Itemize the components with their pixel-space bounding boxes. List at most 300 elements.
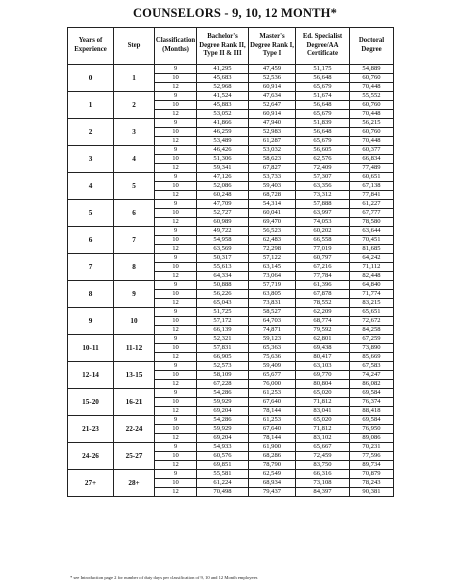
masters-cell: 52,647 [249,101,296,110]
masters-cell: 59,403 [249,182,296,191]
years-of-experience-cell: 21-23 [68,416,114,443]
classification-cell: 9 [155,443,197,452]
specialist-cell: 66,316 [296,470,350,479]
bachelors-cell: 55,613 [197,263,249,272]
classification-cell: 10 [155,155,197,164]
doctoral-cell: 67,777 [350,209,394,218]
classification-cell: 12 [155,434,197,443]
masters-cell: 78,144 [249,407,296,416]
doctoral-cell: 64,242 [350,254,394,263]
bachelors-cell: 52,321 [197,335,249,344]
specialist-cell: 65,679 [296,137,350,146]
bachelors-cell: 45,883 [197,101,249,110]
salary-table [67,27,394,497]
years-of-experience-cell: 3 [68,146,114,173]
specialist-cell: 80,417 [296,353,350,362]
specialist-cell: 57,307 [296,173,350,182]
bachelors-cell: 63,569 [197,245,249,254]
bachelors-cell: 47,126 [197,173,249,182]
classification-cell: 9 [155,254,197,263]
table-row [68,470,394,479]
masters-cell: 69,470 [249,218,296,227]
step-cell: 1 [114,65,155,92]
classification-cell: 12 [155,326,197,335]
masters-cell: 61,253 [249,389,296,398]
doctoral-cell: 56,215 [350,119,394,128]
masters-cell: 52,536 [249,74,296,83]
masters-cell: 59,123 [249,335,296,344]
years-of-experience-cell: 12-14 [68,362,114,389]
masters-cell: 67,640 [249,398,296,407]
bachelors-cell: 49,722 [197,227,249,236]
doctoral-cell: 84,258 [350,326,394,335]
bachelors-cell: 52,727 [197,209,249,218]
doctoral-cell: 70,879 [350,470,394,479]
years-of-experience-cell: 0 [68,65,114,92]
years-of-experience-cell: 2 [68,119,114,146]
classification-cell: 9 [155,335,197,344]
bachelors-cell: 70,498 [197,488,249,497]
specialist-cell: 51,839 [296,119,350,128]
table-row [68,362,394,371]
specialist-cell: 69,770 [296,371,350,380]
classification-cell: 12 [155,110,197,119]
table-row [68,146,394,155]
masters-cell: 68,286 [249,452,296,461]
bachelors-cell: 59,929 [197,398,249,407]
specialist-cell: 56,648 [296,101,350,110]
doctoral-cell: 71,112 [350,263,394,272]
doctoral-cell: 73,890 [350,344,394,353]
specialist-cell: 62,209 [296,308,350,317]
table-row [68,200,394,209]
bachelors-cell: 54,286 [197,416,249,425]
classification-cell: 10 [155,74,197,83]
doctoral-cell: 74,247 [350,371,394,380]
table-row [68,173,394,182]
doctoral-cell: 67,259 [350,335,394,344]
masters-cell: 63,145 [249,263,296,272]
bachelors-cell: 46,259 [197,128,249,137]
masters-cell: 47,634 [249,92,296,101]
masters-cell: 78,790 [249,461,296,470]
bachelors-cell: 64,334 [197,272,249,281]
doctoral-cell: 60,760 [350,128,394,137]
classification-cell: 10 [155,263,197,272]
classification-cell: 9 [155,119,197,128]
specialist-cell: 84,397 [296,488,350,497]
classification-cell: 9 [155,281,197,290]
specialist-cell: 63,356 [296,182,350,191]
bachelors-cell: 41,524 [197,92,249,101]
classification-cell: 10 [155,479,197,488]
doctoral-cell: 70,448 [350,83,394,92]
step-cell: 22-24 [114,416,155,443]
bachelors-cell: 55,581 [197,470,249,479]
step-cell: 11-12 [114,335,155,362]
classification-cell: 9 [155,227,197,236]
header-doctoral: Doctoral Degree [350,28,394,65]
classification-cell: 12 [155,299,197,308]
specialist-cell: 60,202 [296,227,350,236]
masters-cell: 47,459 [249,65,296,74]
masters-cell: 62,483 [249,236,296,245]
doctoral-cell: 55,552 [350,92,394,101]
specialist-cell: 65,667 [296,443,350,452]
doctoral-cell: 66,834 [350,155,394,164]
masters-cell: 60,914 [249,110,296,119]
step-cell: 28+ [114,470,155,497]
header-bachelors: Bachelor's Degree Rank II, Type II & III [197,28,249,65]
specialist-cell: 62,801 [296,335,350,344]
classification-cell: 10 [155,290,197,299]
classification-cell: 10 [155,371,197,380]
doctoral-cell: 72,672 [350,317,394,326]
header-classification: Classification (Months) [155,28,197,65]
bachelors-cell: 52,573 [197,362,249,371]
masters-cell: 60,914 [249,83,296,92]
specialist-cell: 71,812 [296,425,350,434]
doctoral-cell: 70,231 [350,443,394,452]
years-of-experience-cell: 24-26 [68,443,114,470]
classification-cell: 12 [155,488,197,497]
classification-cell: 10 [155,182,197,191]
classification-cell: 9 [155,65,197,74]
bachelors-cell: 52,086 [197,182,249,191]
specialist-cell: 68,774 [296,317,350,326]
doctoral-cell: 89,734 [350,461,394,470]
bachelors-cell: 52,968 [197,83,249,92]
doctoral-cell: 90,381 [350,488,394,497]
step-cell: 9 [114,281,155,308]
classification-cell: 9 [155,92,197,101]
bachelors-cell: 60,248 [197,191,249,200]
specialist-cell: 69,438 [296,344,350,353]
bachelors-cell: 54,286 [197,389,249,398]
years-of-experience-cell: 10-11 [68,335,114,362]
table-row [68,335,394,344]
doctoral-cell: 70,448 [350,137,394,146]
classification-cell: 12 [155,380,197,389]
step-cell: 3 [114,119,155,146]
classification-cell: 10 [155,425,197,434]
doctoral-cell: 67,583 [350,362,394,371]
specialist-cell: 66,558 [296,236,350,245]
step-cell: 7 [114,227,155,254]
masters-cell: 52,983 [249,128,296,137]
specialist-cell: 74,053 [296,218,350,227]
doctoral-cell: 69,584 [350,389,394,398]
doctoral-cell: 77,841 [350,191,394,200]
classification-cell: 10 [155,317,197,326]
masters-cell: 57,719 [249,281,296,290]
specialist-cell: 78,552 [296,299,350,308]
doctoral-cell: 67,138 [350,182,394,191]
specialist-cell: 77,784 [296,272,350,281]
masters-cell: 61,253 [249,416,296,425]
step-cell: 13-15 [114,362,155,389]
masters-cell: 68,728 [249,191,296,200]
table-row [68,65,394,74]
years-of-experience-cell: 9 [68,308,114,335]
specialist-cell: 56,648 [296,128,350,137]
specialist-cell: 67,878 [296,290,350,299]
salary-table-body [68,65,394,497]
masters-cell: 47,940 [249,119,296,128]
masters-cell: 75,636 [249,353,296,362]
bachelors-cell: 41,295 [197,65,249,74]
bachelors-cell: 50,888 [197,281,249,290]
bachelors-cell: 41,866 [197,119,249,128]
bachelors-cell: 59,929 [197,425,249,434]
bachelors-cell: 60,989 [197,218,249,227]
doctoral-cell: 60,651 [350,173,394,182]
classification-cell: 10 [155,128,197,137]
doctoral-cell: 89,086 [350,434,394,443]
masters-cell: 61,287 [249,137,296,146]
doctoral-cell: 61,227 [350,200,394,209]
doctoral-cell: 82,448 [350,272,394,281]
bachelors-cell: 65,043 [197,299,249,308]
bachelors-cell: 51,306 [197,155,249,164]
step-cell: 10 [114,308,155,335]
specialist-cell: 80,804 [296,380,350,389]
masters-cell: 63,805 [249,290,296,299]
doctoral-cell: 77,489 [350,164,394,173]
header-step: Step [114,28,155,65]
doctoral-cell: 63,644 [350,227,394,236]
specialist-cell: 65,020 [296,416,350,425]
step-cell: 25-27 [114,443,155,470]
classification-cell: 12 [155,191,197,200]
classification-cell: 9 [155,416,197,425]
specialist-cell: 71,812 [296,398,350,407]
classification-cell: 10 [155,101,197,110]
masters-cell: 53,733 [249,173,296,182]
specialist-cell: 65,679 [296,83,350,92]
specialist-cell: 63,997 [296,209,350,218]
classification-cell: 9 [155,362,197,371]
classification-cell: 10 [155,209,197,218]
specialist-cell: 63,103 [296,362,350,371]
years-of-experience-cell: 5 [68,200,114,227]
years-of-experience-cell: 6 [68,227,114,254]
bachelors-cell: 66,905 [197,353,249,362]
specialist-cell: 72,409 [296,164,350,173]
table-row [68,389,394,398]
masters-cell: 79,437 [249,488,296,497]
bachelors-cell: 57,172 [197,317,249,326]
bachelors-cell: 53,052 [197,110,249,119]
step-cell: 5 [114,173,155,200]
specialist-cell: 65,679 [296,110,350,119]
footnote: * see Introduction page 2 for number of duty days per classification of 9, 10 and 12 Month employees [70,575,258,580]
bachelors-cell: 69,204 [197,407,249,416]
page-title: COUNSELORS - 9, 10, 12 MONTH* [132,6,338,20]
bachelors-cell: 58,109 [197,371,249,380]
specialist-cell: 62,576 [296,155,350,164]
doctoral-cell: 69,584 [350,416,394,425]
header-specialist: Ed. Specialist Degree/AA Certificate [296,28,350,65]
specialist-cell: 79,592 [296,326,350,335]
table-row [68,281,394,290]
doctoral-cell: 71,774 [350,290,394,299]
doctoral-cell: 83,215 [350,299,394,308]
masters-cell: 74,871 [249,326,296,335]
masters-cell: 58,527 [249,308,296,317]
classification-cell: 12 [155,245,197,254]
masters-cell: 54,314 [249,200,296,209]
bachelors-cell: 69,204 [197,434,249,443]
step-cell: 4 [114,146,155,173]
classification-cell: 10 [155,344,197,353]
specialist-cell: 72,459 [296,452,350,461]
doctoral-cell: 86,082 [350,380,394,389]
classification-cell: 9 [155,389,197,398]
header-years-of-experience: Years of Experience [68,28,114,65]
years-of-experience-cell: 7 [68,254,114,281]
specialist-cell: 56,648 [296,74,350,83]
masters-cell: 73,064 [249,272,296,281]
masters-cell: 67,827 [249,164,296,173]
bachelors-cell: 50,317 [197,254,249,263]
bachelors-cell: 45,683 [197,74,249,83]
classification-cell: 12 [155,83,197,92]
bachelors-cell: 59,341 [197,164,249,173]
table-row [68,416,394,425]
specialist-cell: 73,108 [296,479,350,488]
specialist-cell: 57,888 [296,200,350,209]
doctoral-cell: 70,448 [350,110,394,119]
doctoral-cell: 77,596 [350,452,394,461]
bachelors-cell: 61,224 [197,479,249,488]
doctoral-cell: 60,760 [350,74,394,83]
classification-cell: 9 [155,200,197,209]
doctoral-cell: 81,685 [350,245,394,254]
bachelors-cell: 56,226 [197,290,249,299]
masters-cell: 65,363 [249,344,296,353]
doctoral-cell: 78,580 [350,218,394,227]
specialist-cell: 61,396 [296,281,350,290]
masters-cell: 72,298 [249,245,296,254]
step-cell: 6 [114,200,155,227]
table-row [68,119,394,128]
masters-cell: 76,000 [249,380,296,389]
doctoral-cell: 65,651 [350,308,394,317]
masters-cell: 68,934 [249,479,296,488]
classification-cell: 12 [155,272,197,281]
classification-cell: 10 [155,236,197,245]
bachelors-cell: 53,489 [197,137,249,146]
classification-cell: 9 [155,146,197,155]
classification-cell: 9 [155,173,197,182]
specialist-cell: 65,020 [296,389,350,398]
doctoral-cell: 78,243 [350,479,394,488]
classification-cell: 12 [155,407,197,416]
years-of-experience-cell: 27+ [68,470,114,497]
masters-cell: 58,623 [249,155,296,164]
bachelors-cell: 46,426 [197,146,249,155]
masters-cell: 78,144 [249,434,296,443]
doctoral-cell: 76,374 [350,398,394,407]
classification-cell: 9 [155,470,197,479]
classification-cell: 12 [155,137,197,146]
bachelors-cell: 60,576 [197,452,249,461]
bachelors-cell: 67,228 [197,380,249,389]
step-cell: 16-21 [114,389,155,416]
masters-cell: 62,549 [249,470,296,479]
table-row [68,92,394,101]
table-row [68,443,394,452]
specialist-cell: 67,216 [296,263,350,272]
classification-cell: 10 [155,398,197,407]
specialist-cell: 83,102 [296,434,350,443]
specialist-cell: 83,041 [296,407,350,416]
classification-cell: 10 [155,452,197,461]
table-row [68,227,394,236]
specialist-cell: 77,019 [296,245,350,254]
header-row [68,28,394,65]
masters-cell: 59,409 [249,362,296,371]
classification-cell: 12 [155,164,197,173]
masters-cell: 73,831 [249,299,296,308]
bachelors-cell: 54,933 [197,443,249,452]
step-cell: 8 [114,254,155,281]
specialist-cell: 60,797 [296,254,350,263]
classification-cell: 9 [155,308,197,317]
masters-cell: 53,032 [249,146,296,155]
doctoral-cell: 88,418 [350,407,394,416]
step-cell: 2 [114,92,155,119]
classification-cell: 12 [155,218,197,227]
specialist-cell: 51,175 [296,65,350,74]
masters-cell: 57,122 [249,254,296,263]
specialist-cell: 83,750 [296,461,350,470]
masters-cell: 65,677 [249,371,296,380]
years-of-experience-cell: 8 [68,281,114,308]
bachelors-cell: 47,709 [197,200,249,209]
classification-cell: 12 [155,461,197,470]
doctoral-cell: 85,669 [350,353,394,362]
table-row [68,254,394,263]
masters-cell: 61,900 [249,443,296,452]
bachelors-cell: 66,139 [197,326,249,335]
bachelors-cell: 57,831 [197,344,249,353]
masters-cell: 56,523 [249,227,296,236]
masters-cell: 60,041 [249,209,296,218]
classification-cell: 12 [155,353,197,362]
years-of-experience-cell: 4 [68,173,114,200]
masters-cell: 67,640 [249,425,296,434]
specialist-cell: 51,674 [296,92,350,101]
doctoral-cell: 70,451 [350,236,394,245]
doctoral-cell: 54,889 [350,65,394,74]
table-row [68,308,394,317]
header-masters: Master's Degree Rank I, Type I [249,28,296,65]
years-of-experience-cell: 15-20 [68,389,114,416]
bachelors-cell: 51,725 [197,308,249,317]
years-of-experience-cell: 1 [68,92,114,119]
bachelors-cell: 54,958 [197,236,249,245]
specialist-cell: 56,605 [296,146,350,155]
doctoral-cell: 76,950 [350,425,394,434]
doctoral-cell: 60,377 [350,146,394,155]
doctoral-cell: 64,840 [350,281,394,290]
doctoral-cell: 60,760 [350,101,394,110]
masters-cell: 64,703 [249,317,296,326]
bachelors-cell: 69,851 [197,461,249,470]
specialist-cell: 73,312 [296,191,350,200]
